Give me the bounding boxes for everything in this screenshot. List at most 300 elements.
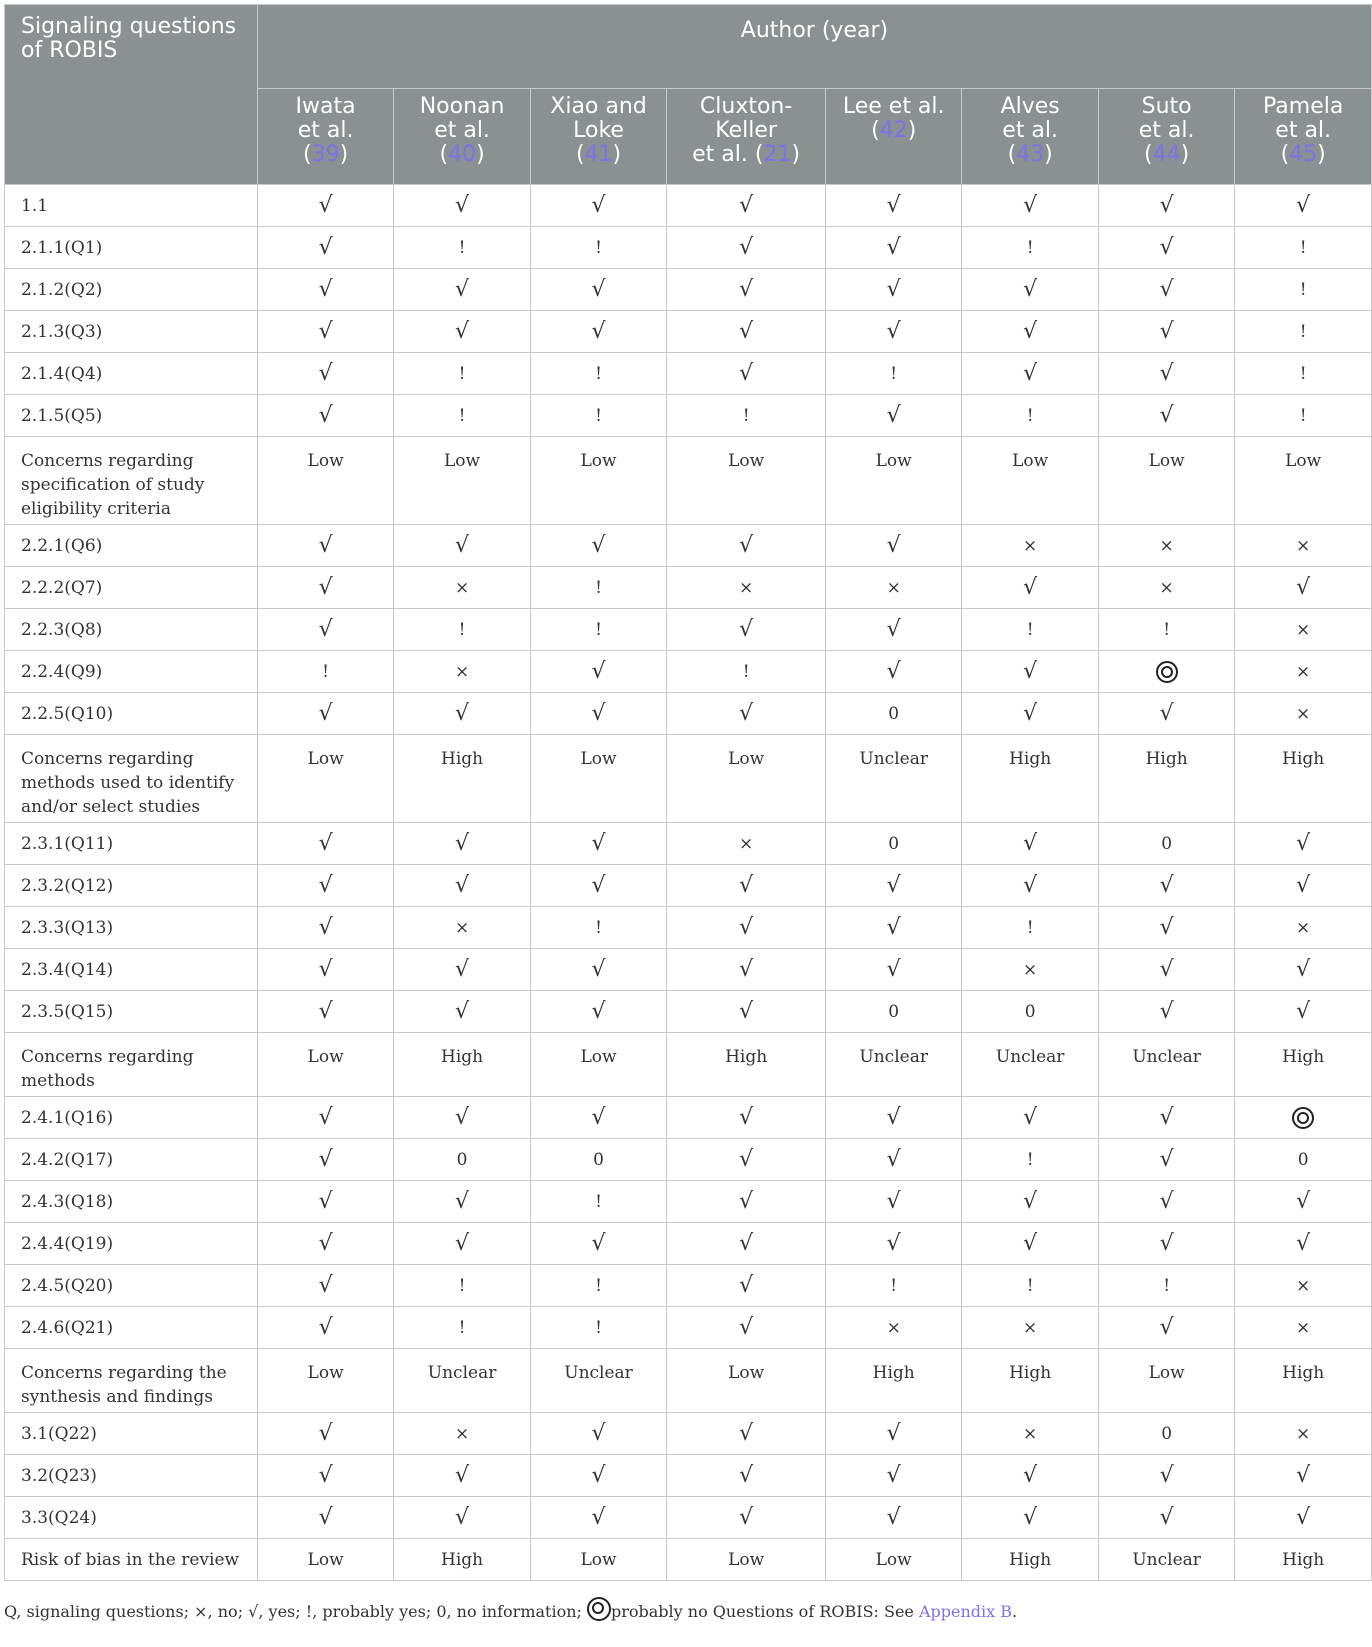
footnote-legend-cont: probably no Questions of ROBIS: See (610, 1602, 919, 1621)
rating-cell: High (667, 1033, 826, 1097)
rating-cell: √ (530, 1223, 666, 1265)
rating-cell: × (394, 567, 530, 609)
rating-cell: × (1098, 525, 1234, 567)
rating-cell: √ (530, 185, 666, 227)
rating-cell: √ (962, 651, 1098, 693)
rating-cell: √ (1235, 949, 1372, 991)
rating-cell: √ (667, 1307, 826, 1349)
rating-cell: √ (257, 525, 393, 567)
rating-cell: √ (1098, 907, 1234, 949)
rating-cell: ! (1235, 227, 1372, 269)
rating-cell: Low (1098, 1349, 1234, 1413)
rating-cell: × (394, 1413, 530, 1455)
row-label: 2.3.2(Q12) (5, 865, 258, 907)
rating-cell: ! (530, 609, 666, 651)
author-header-3 (530, 89, 666, 185)
rating-cell: √ (257, 269, 393, 311)
table-row (5, 1307, 1372, 1349)
rating-cell: × (1235, 693, 1372, 735)
row-label: 2.4.6(Q21) (5, 1307, 258, 1349)
rating-cell: √ (1098, 185, 1234, 227)
rating-cell: Low (1235, 437, 1372, 525)
table-row (5, 567, 1372, 609)
rating-cell: High (1235, 1349, 1372, 1413)
rating-cell: √ (667, 865, 826, 907)
rating-cell: √ (962, 567, 1098, 609)
rating-cell: × (1098, 567, 1234, 609)
author-header-8 (1235, 89, 1372, 185)
rating-cell: Low (394, 437, 530, 525)
row-label: 2.3.5(Q15) (5, 991, 258, 1033)
author-header-4 (667, 89, 826, 185)
rating-cell: High (962, 1349, 1098, 1413)
rating-cell: √ (1098, 1139, 1234, 1181)
rating-cell: ! (825, 1265, 961, 1307)
rating-cell: √ (667, 1181, 826, 1223)
author-header-1 (257, 89, 393, 185)
rating-cell: ! (667, 651, 826, 693)
row-label: 2.1.3(Q3) (5, 311, 258, 353)
rating-cell: Unclear (394, 1349, 530, 1413)
rating-cell: √ (257, 353, 393, 395)
rating-cell: √ (530, 1497, 666, 1539)
rating-cell: ! (1235, 353, 1372, 395)
rating-cell: √ (1098, 227, 1234, 269)
author-header-7 (1098, 89, 1234, 185)
rating-cell: √ (530, 1413, 666, 1455)
rating-cell: √ (962, 1223, 1098, 1265)
rating-cell: √ (667, 353, 826, 395)
table-row (5, 609, 1372, 651)
rating-cell: Low (257, 735, 393, 823)
rating-cell: √ (394, 525, 530, 567)
table-row (5, 1139, 1372, 1181)
rating-cell: ! (530, 567, 666, 609)
table-row (5, 185, 1372, 227)
rating-cell: √ (825, 525, 961, 567)
rating-cell: √ (257, 395, 393, 437)
rating-cell: √ (825, 907, 961, 949)
table-row (5, 269, 1372, 311)
rating-cell: √ (394, 311, 530, 353)
rating-cell: High (1235, 1033, 1372, 1097)
table-row (5, 1265, 1372, 1307)
rating-cell: √ (667, 991, 826, 1033)
author-label: Noonan et al. (40) (419, 94, 505, 167)
row-label: 2.4.4(Q19) (5, 1223, 258, 1265)
rating-cell: √ (825, 1181, 961, 1223)
rating-cell: ! (394, 227, 530, 269)
rating-cell: √ (825, 651, 961, 693)
rating-cell: √ (530, 949, 666, 991)
rating-cell: Low (962, 437, 1098, 525)
table-row (5, 991, 1372, 1033)
rating-cell: √ (962, 1455, 1098, 1497)
rating-cell: √ (394, 185, 530, 227)
rating-cell: √ (394, 1223, 530, 1265)
rating-cell: √ (1098, 311, 1234, 353)
table-row (5, 1223, 1372, 1265)
rating-cell: Low (257, 437, 393, 525)
rating-cell: High (394, 735, 530, 823)
author-label: Pamela et al. (45) (1263, 94, 1344, 167)
probably-no-double-circle-icon (587, 1597, 611, 1621)
rating-cell: √ (667, 1455, 826, 1497)
rating-cell: Low (257, 1349, 393, 1413)
rating-cell: √ (257, 949, 393, 991)
rating-cell: √ (825, 1223, 961, 1265)
rating-cell: √ (394, 949, 530, 991)
author-label: Lee et al. (42) (842, 94, 945, 143)
rating-cell: √ (1235, 1497, 1372, 1539)
rating-cell: √ (667, 185, 826, 227)
rating-cell: ! (257, 651, 393, 693)
rating-cell: √ (825, 269, 961, 311)
rating-cell: √ (667, 1413, 826, 1455)
rating-cell: ! (394, 395, 530, 437)
rating-cell: √ (1235, 823, 1372, 865)
table-row (5, 1033, 1372, 1097)
rating-cell: √ (962, 1181, 1098, 1223)
rating-cell: ! (962, 907, 1098, 949)
rating-cell: High (962, 1539, 1098, 1581)
table-row (5, 1097, 1372, 1139)
row-label: 3.2(Q23) (5, 1455, 258, 1497)
probably-no-cell (1235, 1097, 1372, 1139)
rating-cell: √ (1098, 1497, 1234, 1539)
footnote-legend: Q, signaling questions; ×, no; √, yes; !, probably yes; 0, no information; (4, 1602, 587, 1621)
rating-cell: √ (257, 1307, 393, 1349)
rating-cell: ! (530, 1307, 666, 1349)
rating-cell: 0 (962, 991, 1098, 1033)
rating-cell: √ (825, 311, 961, 353)
row-label: 2.2.2(Q7) (5, 567, 258, 609)
row-label: 2.1.4(Q4) (5, 353, 258, 395)
rating-cell: √ (1235, 1223, 1372, 1265)
rating-cell: √ (530, 269, 666, 311)
rating-cell: × (1235, 1413, 1372, 1455)
rating-cell: Low (530, 1033, 666, 1097)
rating-cell: √ (394, 1497, 530, 1539)
rating-cell: ! (530, 395, 666, 437)
rating-cell: Low (667, 1349, 826, 1413)
table-row (5, 227, 1372, 269)
rating-cell: ! (394, 1265, 530, 1307)
rating-cell: ! (1235, 311, 1372, 353)
rating-cell: High (1235, 1539, 1372, 1581)
rating-cell: √ (257, 185, 393, 227)
rating-cell: √ (667, 269, 826, 311)
rating-cell: Unclear (1098, 1539, 1234, 1581)
rating-cell: √ (257, 311, 393, 353)
rating-cell: High (825, 1349, 961, 1413)
rating-cell: √ (825, 395, 961, 437)
rating-cell: √ (257, 1097, 393, 1139)
row-label: 2.1.5(Q5) (5, 395, 258, 437)
table-body (5, 185, 1372, 1581)
rating-cell: × (825, 1307, 961, 1349)
author-label: Iwata et al. (39) (295, 94, 356, 167)
row-label: 2.1.2(Q2) (5, 269, 258, 311)
rating-cell: √ (667, 311, 826, 353)
rating-cell: √ (394, 823, 530, 865)
row-label-header: Signaling questions of ROBIS (5, 5, 258, 185)
table-row (5, 865, 1372, 907)
rating-cell: Unclear (825, 1033, 961, 1097)
rating-cell: √ (962, 185, 1098, 227)
rating-cell: √ (530, 991, 666, 1033)
rating-cell: √ (257, 1497, 393, 1539)
rating-cell: √ (825, 949, 961, 991)
row-label: 2.1.1(Q1) (5, 227, 258, 269)
rating-cell: √ (667, 227, 826, 269)
rating-cell: Low (667, 735, 826, 823)
rating-cell: Low (257, 1539, 393, 1581)
rating-cell: × (394, 651, 530, 693)
rating-cell: × (1235, 525, 1372, 567)
rating-cell: ! (962, 227, 1098, 269)
rating-cell: √ (1235, 991, 1372, 1033)
rating-cell: √ (825, 227, 961, 269)
rating-cell: 0 (530, 1139, 666, 1181)
row-label: 2.3.3(Q13) (5, 907, 258, 949)
rating-cell: √ (962, 1097, 1098, 1139)
rating-cell: Low (667, 1539, 826, 1581)
table-row (5, 353, 1372, 395)
rating-cell: √ (962, 823, 1098, 865)
rating-cell: √ (394, 1455, 530, 1497)
rating-cell: √ (667, 907, 826, 949)
rating-cell: √ (257, 227, 393, 269)
rating-cell: √ (667, 1097, 826, 1139)
rating-cell: ! (825, 353, 961, 395)
rating-cell: √ (394, 1181, 530, 1223)
row-label: Risk of bias in the review (5, 1539, 258, 1581)
robis-table (4, 4, 1372, 1581)
rating-cell: Low (257, 1033, 393, 1097)
rating-cell: √ (257, 865, 393, 907)
rating-cell: √ (962, 353, 1098, 395)
rating-cell: √ (825, 865, 961, 907)
rating-cell: √ (825, 185, 961, 227)
rating-cell: ! (530, 1181, 666, 1223)
rating-cell: 0 (1235, 1139, 1372, 1181)
rating-cell: 0 (1098, 823, 1234, 865)
rating-cell: √ (1098, 353, 1234, 395)
rating-cell: √ (825, 1497, 961, 1539)
rating-cell: Low (1098, 437, 1234, 525)
rating-cell: √ (530, 525, 666, 567)
rating-cell: √ (1098, 395, 1234, 437)
rating-cell: ! (962, 609, 1098, 651)
row-label: 3.3(Q24) (5, 1497, 258, 1539)
rating-cell: √ (962, 1497, 1098, 1539)
rating-cell: Low (530, 1539, 666, 1581)
double-circle-icon (1292, 1107, 1314, 1129)
rating-cell: Unclear (530, 1349, 666, 1413)
rating-cell: × (825, 567, 961, 609)
rating-cell: High (394, 1539, 530, 1581)
table-row (5, 693, 1372, 735)
rating-cell: √ (257, 1265, 393, 1307)
rating-cell: ! (530, 353, 666, 395)
row-label: 2.4.1(Q16) (5, 1097, 258, 1139)
rating-cell: √ (530, 1455, 666, 1497)
author-header-6 (962, 89, 1098, 185)
table-row (5, 1349, 1372, 1413)
rating-cell: √ (667, 1139, 826, 1181)
table-row (5, 1181, 1372, 1223)
rating-cell: √ (825, 1139, 961, 1181)
rating-cell: 0 (825, 693, 961, 735)
rating-cell: √ (530, 651, 666, 693)
author-label: Xiao and Loke (41) (550, 94, 647, 167)
rating-cell: √ (1098, 269, 1234, 311)
table-row (5, 651, 1372, 693)
rating-cell: √ (257, 1181, 393, 1223)
rating-cell: √ (530, 1097, 666, 1139)
rating-cell: √ (257, 1139, 393, 1181)
rating-cell: Low (530, 437, 666, 525)
rating-cell: √ (1235, 1455, 1372, 1497)
rating-cell: High (1098, 735, 1234, 823)
probably-no-cell (1098, 651, 1234, 693)
author-label: Suto et al. (44) (1138, 94, 1195, 167)
row-label: 2.4.5(Q20) (5, 1265, 258, 1307)
row-label: Concerns regarding methods used to identify and/or select studies (5, 735, 258, 823)
rating-cell: ! (530, 1265, 666, 1307)
rating-cell: √ (825, 1413, 961, 1455)
rating-cell: ! (1235, 269, 1372, 311)
rating-cell: √ (1098, 949, 1234, 991)
rating-cell: ! (394, 353, 530, 395)
rating-cell: √ (667, 693, 826, 735)
rating-cell: 0 (394, 1139, 530, 1181)
rating-cell: √ (1235, 865, 1372, 907)
rating-cell: √ (1098, 1223, 1234, 1265)
rating-cell: × (962, 525, 1098, 567)
row-label: 2.2.5(Q10) (5, 693, 258, 735)
rating-cell: High (962, 735, 1098, 823)
rating-cell: ! (962, 395, 1098, 437)
rating-cell: √ (667, 1265, 826, 1307)
rating-cell: ! (530, 227, 666, 269)
rating-cell: √ (257, 991, 393, 1033)
rating-cell: Low (530, 735, 666, 823)
rating-cell: × (667, 567, 826, 609)
rating-cell: √ (394, 269, 530, 311)
rating-cell: ! (667, 395, 826, 437)
rating-cell: √ (667, 949, 826, 991)
author-group-header: Author (year) (257, 5, 1371, 89)
rating-cell: ! (1098, 1265, 1234, 1307)
author-header-5 (825, 89, 961, 185)
table-row (5, 311, 1372, 353)
rating-cell: ! (962, 1139, 1098, 1181)
rating-cell: √ (825, 1097, 961, 1139)
rating-cell: √ (257, 1223, 393, 1265)
row-label: 3.1(Q22) (5, 1413, 258, 1455)
rating-cell: Unclear (1098, 1033, 1234, 1097)
rating-cell: Low (667, 437, 826, 525)
rating-cell: √ (825, 609, 961, 651)
rating-cell: √ (530, 311, 666, 353)
rating-cell: ! (530, 907, 666, 949)
rating-cell: √ (257, 823, 393, 865)
rating-cell: √ (962, 311, 1098, 353)
rating-cell: √ (962, 269, 1098, 311)
rating-cell: × (962, 1307, 1098, 1349)
rating-cell: 0 (1098, 1413, 1234, 1455)
rating-cell: √ (962, 693, 1098, 735)
rating-cell: √ (667, 609, 826, 651)
rating-cell: √ (530, 865, 666, 907)
rating-cell: √ (257, 1413, 393, 1455)
rating-cell: √ (257, 907, 393, 949)
rating-cell: √ (667, 525, 826, 567)
rating-cell: ! (962, 1265, 1098, 1307)
rating-cell: √ (394, 1097, 530, 1139)
rating-cell: √ (257, 1455, 393, 1497)
robis-table-container (4, 4, 1372, 1581)
row-label: 1.1 (5, 185, 258, 227)
row-label: 2.2.1(Q6) (5, 525, 258, 567)
table-row (5, 949, 1372, 991)
rating-cell: √ (667, 1223, 826, 1265)
rating-cell: ! (394, 1307, 530, 1349)
appendix-b-link[interactable]: Appendix B (918, 1602, 1013, 1621)
row-label: 2.3.4(Q14) (5, 949, 258, 991)
row-label: 2.3.1(Q11) (5, 823, 258, 865)
footnote-end: . (1012, 1602, 1018, 1621)
rating-cell: × (1235, 651, 1372, 693)
rating-cell: × (962, 1413, 1098, 1455)
table-row (5, 735, 1372, 823)
rating-cell: √ (962, 865, 1098, 907)
row-label: 2.4.3(Q18) (5, 1181, 258, 1223)
table-row (5, 1539, 1372, 1581)
rating-cell: × (1235, 609, 1372, 651)
table-row (5, 525, 1372, 567)
rating-cell: √ (394, 865, 530, 907)
rating-cell: × (962, 949, 1098, 991)
rating-cell: ! (1235, 395, 1372, 437)
table-row (5, 907, 1372, 949)
rating-cell: High (1235, 735, 1372, 823)
rating-cell: High (394, 1033, 530, 1097)
rating-cell: √ (667, 1497, 826, 1539)
rating-cell: Low (825, 437, 961, 525)
rating-cell: √ (257, 609, 393, 651)
table-row (5, 823, 1372, 865)
rating-cell: × (1235, 1265, 1372, 1307)
table-footnote (4, 1597, 1017, 1621)
rating-cell: √ (257, 693, 393, 735)
rating-cell: √ (1098, 693, 1234, 735)
rating-cell: 0 (825, 823, 961, 865)
table-row (5, 1455, 1372, 1497)
rating-cell: Unclear (825, 735, 961, 823)
rating-cell: √ (530, 823, 666, 865)
rating-cell: × (667, 823, 826, 865)
rating-cell: ! (1098, 609, 1234, 651)
rating-cell: × (394, 907, 530, 949)
rating-cell: √ (1235, 567, 1372, 609)
rating-cell: √ (1235, 185, 1372, 227)
rating-cell: ! (394, 609, 530, 651)
author-label: Cluxton- Keller et al. (21) (692, 94, 801, 167)
rating-cell: Low (825, 1539, 961, 1581)
